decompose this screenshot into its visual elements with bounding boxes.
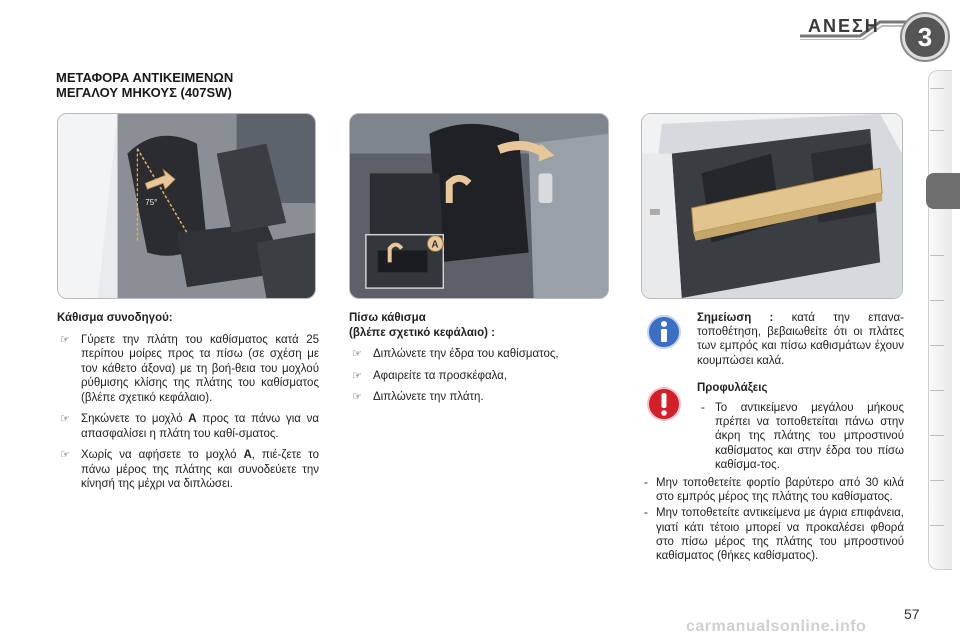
photo-passenger-seat	[57, 113, 316, 299]
precaution-item: - Μην τοποθετείτε αντικείμενα με άγρια επιφάνεια, γιατί κάτι τέτοιο μπορεί να προκαλέσει φθορά στο πίσω μέρος της πλάτης του μπροστινού καθίσματος (θήκες καθίσματος).	[644, 507, 904, 563]
chapter-tab-divider	[930, 88, 944, 89]
precautions-title: Προφυλάξεις	[697, 382, 768, 394]
pointing-hand-icon: ☞	[352, 369, 362, 382]
lever-callout: A	[431, 239, 439, 251]
section-title: ΑΝΕΣΗ	[808, 16, 880, 36]
warning-icon	[646, 386, 682, 422]
instruction-item: ☞ Διπλώνετε την έδρα του καθίσματος,	[352, 348, 559, 360]
watermark: carmanualsonline.info	[686, 618, 867, 635]
precaution-item: - Μην τοποθετείτε φορτίο βαρύτερο από 30 κιλά στο εμπρός μέρος της πλάτης του καθίσματος.	[644, 477, 904, 504]
page-number: 57	[904, 606, 920, 622]
chapter-tab-divider	[930, 435, 944, 436]
instruction-item: ☞ Αφαιρείτε τα προσκέφαλα,	[352, 369, 508, 382]
section-heading: Πίσω κάθισμα (βλέπε σχετικό κεφάλαιο) :	[349, 312, 495, 339]
pointing-hand-icon: ☞	[60, 333, 70, 346]
photo-rear-seat	[349, 113, 609, 299]
instruction-item: ☞ Χωρίς να αφήσετε το μοχλό A, πιέ-ζετε το πάνω μέρος της πλάτης και συνοδεύετε την κίνησή της μέχρι να διπλώσει.	[60, 449, 319, 490]
page-title	[56, 70, 356, 100]
section-heading: Κάθισμα συνοδηγού:	[57, 312, 173, 324]
chapter-tab-divider	[930, 300, 944, 301]
instruction-item: ☞ Γύρετε την πλάτη του καθίσματος κατά 25 περίπου μοίρες προς τα πίσω (σε σχέση με τον κάθετο άξονα) με τη βοή-θεια του μοχλού ρύθμισης κλίσης της πλάτης του καθίσματος (βλέπε σχετικό κεφάλαιο).	[60, 333, 319, 404]
pointing-hand-icon: ☞	[60, 449, 70, 461]
pointing-hand-icon: ☞	[352, 391, 362, 403]
chapter-tab-divider	[930, 345, 944, 346]
precaution-list	[640, 476, 904, 565]
chapter-tab-rail	[928, 70, 952, 570]
info-icon	[646, 314, 682, 350]
pointing-hand-icon: ☞	[60, 413, 70, 425]
chapter-tab-divider	[930, 480, 944, 481]
chapter-number: 3	[902, 14, 948, 60]
chapter-tab-divider	[930, 255, 944, 256]
note-paragraph: Σημείωση : κατά την επανα-τοποθέτηση, βεβαιωθείτε ότι οι πλάτες των εμπρός και πίσω καθισμάτων έχουν κουμπώσει καλά.	[697, 312, 904, 367]
chapter-tab-divider	[930, 525, 944, 526]
angle-label: 75°	[145, 198, 158, 208]
instruction-item: ☞ Σηκώνετε το μοχλό A προς τα πάνω για να απασφαλίσει η πλάτη του καθί-σματος.	[60, 413, 320, 440]
chapter-tab-divider	[930, 390, 944, 391]
instruction-item: ☞ Διπλώνετε την πλάτη.	[352, 391, 484, 403]
chapter-tab-active[interactable]	[926, 173, 960, 209]
precaution-list	[697, 401, 904, 472]
rear-seat-section	[349, 311, 611, 405]
precaution-item: - Το αντικείμενο μεγάλου μήκους πρέπει να τοποθετείται πάνω στην άκρη της πλάτης του μπροστινού καθίσματος και στην έδρα του πίσω καθίσμα-τος.	[701, 402, 904, 471]
passenger-seat-section	[57, 311, 319, 492]
photo-long-object	[641, 113, 903, 299]
pointing-hand-icon: ☞	[352, 348, 362, 360]
note-label: Σημείωση :	[697, 312, 774, 324]
page-title-line2: ΜΕΓΑΛΟΥ ΜΗΚΟΥΣ (407SW)	[56, 85, 232, 100]
page-title-line1: ΜΕΤΑΦΟΡΑ ΑΝΤΙΚΕΙΜΕΝΩΝ	[56, 70, 234, 85]
chapter-tab-divider	[930, 130, 944, 131]
